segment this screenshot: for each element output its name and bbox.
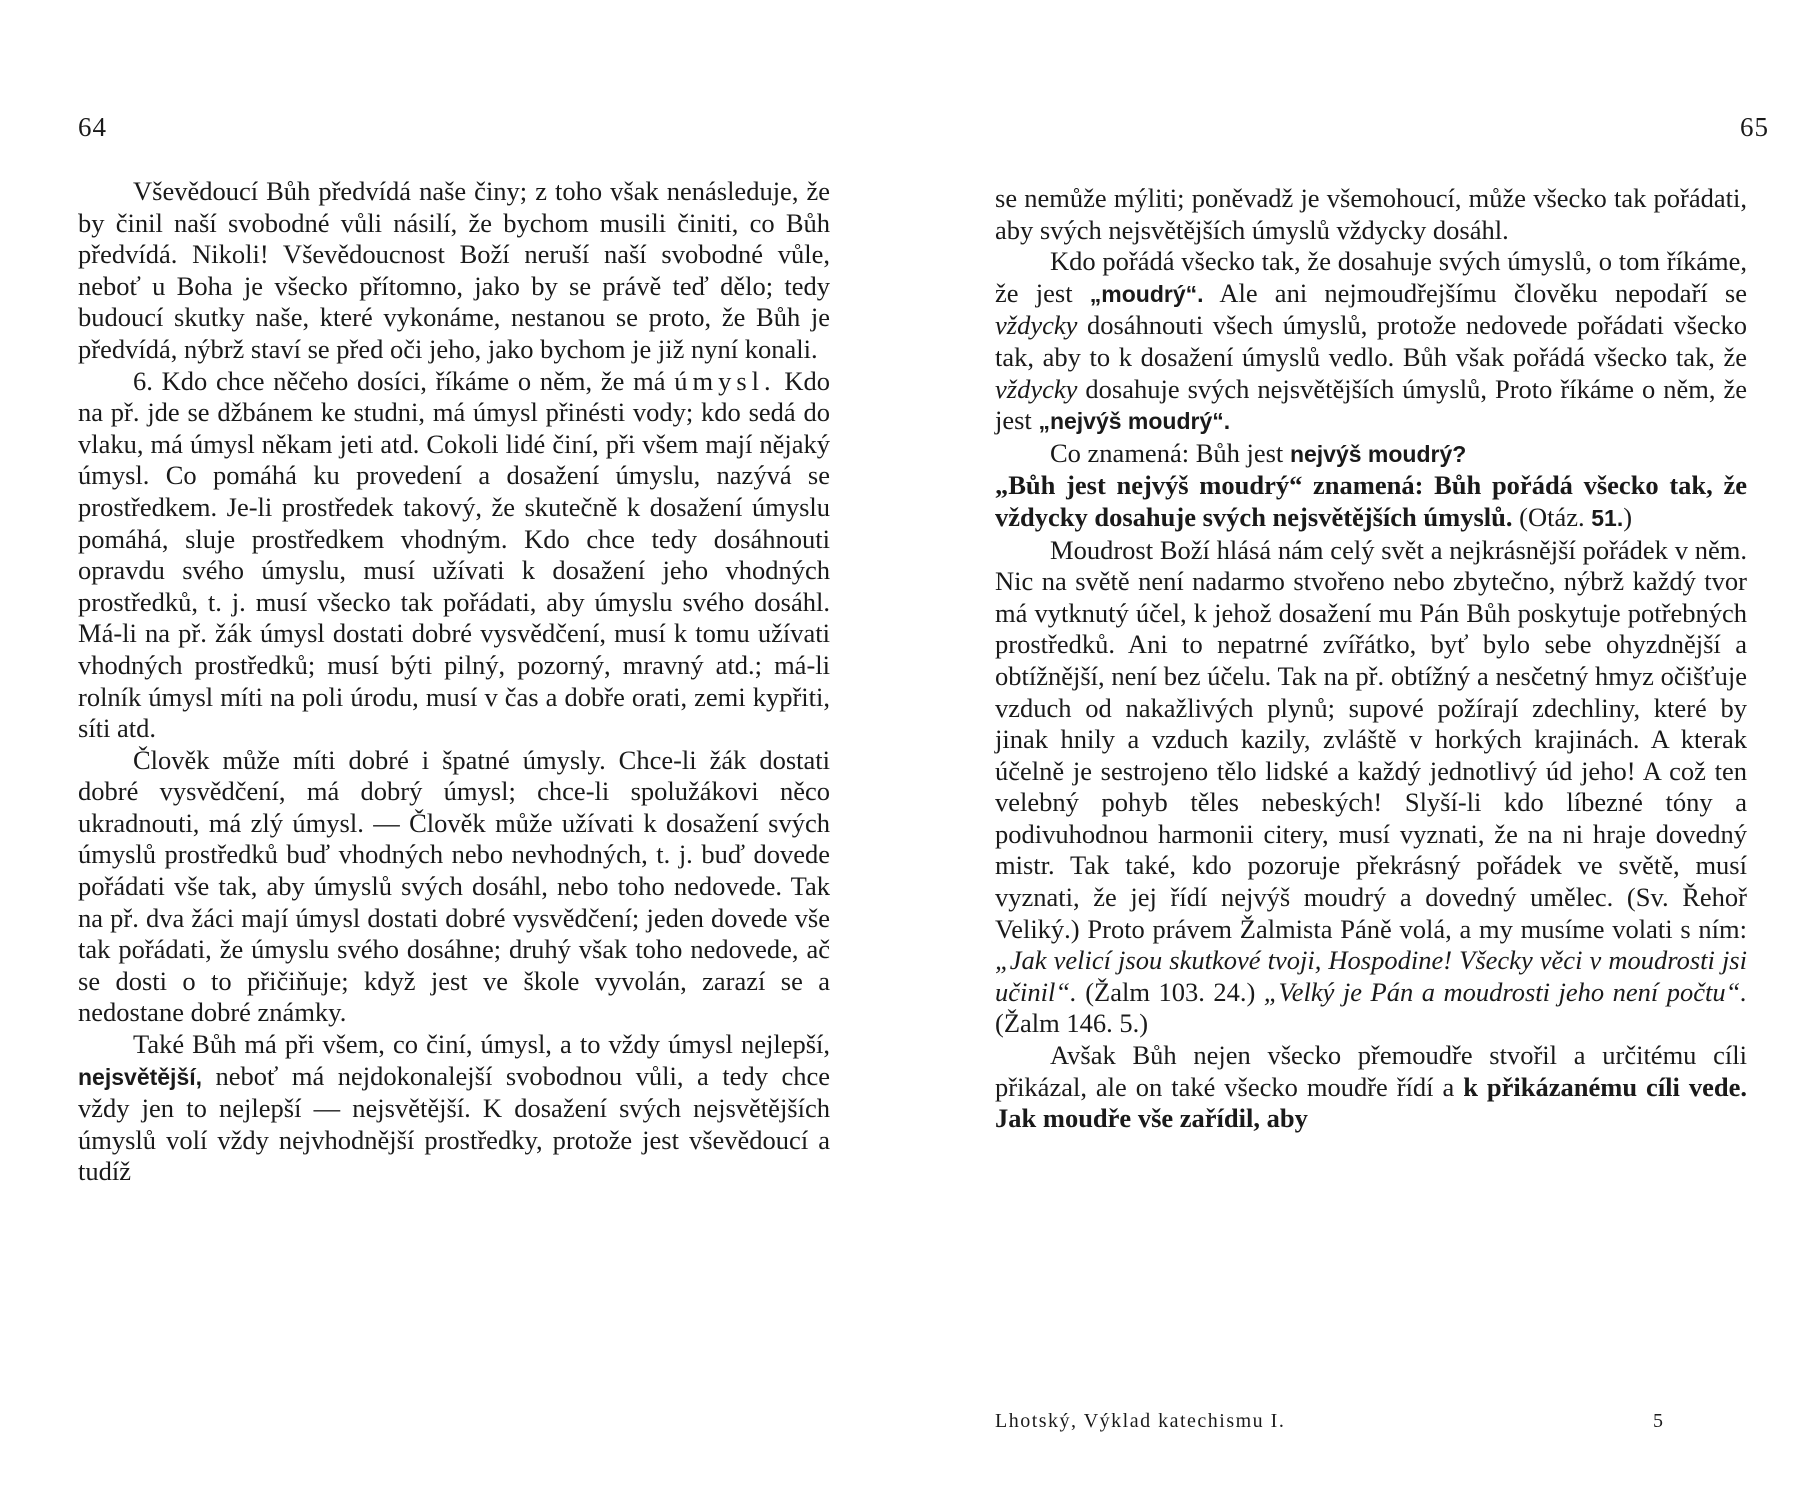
reference-number: 51. bbox=[1591, 504, 1624, 531]
page-number-left: 64 bbox=[78, 112, 107, 142]
text-span: Avšak Bůh nejen všecko přemoudře stvořil a určitému cíli přikázal, ale on také všecko moudře řídí a bbox=[995, 1040, 1747, 1102]
footer-title: Lhotský, Výklad katechismu I. bbox=[995, 1410, 1286, 1432]
paragraph bbox=[78, 1029, 830, 1188]
paragraph: Člověk může míti dobré i špatné úmysly. Chce-li žák dostati dobré vysvědčení, má dobrý úmysl; chce-li spolužákovi něco ukradnouti, má zlý úmysl. — Člověk může užívati k dosažení svých úmyslů prostředků buď vhodných nebo nevhodných, t. j. buď dovede pořádati vše tak, aby úmyslů svých dosáhl, nebo toho nedovede. Tak na př. dva žáci mají úmysl dostati dobré vysvědčení; jeden dovede vše tak pořádati, že úmyslu svého dosáhne; druhý však toho nedovede, ač se dosti o to přičiňuje; když jest ve škole vyvolán, zarazí se a nedostane dobré známky. bbox=[78, 744, 830, 1028]
catechism-question bbox=[995, 438, 1747, 471]
bold-term: nejvýš moudrý? bbox=[1289, 440, 1467, 467]
paragraph bbox=[995, 1040, 1747, 1135]
italic-term: vždycky bbox=[995, 310, 1078, 341]
right-page bbox=[905, 0, 1810, 1501]
text-span: dosáhnouti všech úmyslů, protože nedovede pořádati všecko tak, aby to k dosažení úmyslů vedlo. Bůh však pořádá všecko tak, že bbox=[995, 310, 1747, 372]
psalm-quote: „Jak velicí jsou skutkové tvoji, Hospodine! Všecky věci v moudrosti jsi učinil“. bbox=[995, 945, 1747, 1007]
text-span: (Žalm 103. 24.) bbox=[1085, 976, 1256, 1007]
italic-term: vždycky bbox=[995, 373, 1078, 404]
answer-text: „Bůh jest nejvýš moudrý“ znamená: Bůh pořádá všecko tak, že vždycky dosahuje svých nejsvětějších úmyslů. bbox=[995, 470, 1747, 532]
text-span: Kdo na př. jde se džbánem ke studni, má úmysl přinésti vody; kdo sedá do vlaku, má úmysl někam jeti atd. Cokoli lidé činí, při všem mají nějaký úmysl. Co pomáhá ku provedení a dosažení úmyslu, nazývá se prostředkem. Je-li prostředek takový, že skutečně k dosažení úmyslu pomáhá, sluje prostředkem vhodným. Kdo chce tedy dosáhnouti opravdu svého úmyslu, musí užívati k dosažení jeho vhodných prostředků, t. j. musí všecko tak pořádati, aby úmyslu svého dosáhl. Má-li na př. žák úmysl dostati dobré vysvědčení, musí k tomu užívati vhodných prostředků; musí býti pilný, pozorný, mravný atd.; má-li rolník úmysl míti na poli úrodu, musí v čas a dobře orati, zemi kypřiti, síti atd. bbox=[78, 365, 831, 744]
bold-term: „moudrý“. bbox=[1089, 280, 1204, 307]
text-span: dosahuje svých nejsvětějších úmyslů, Proto říkáme o něm, že jest bbox=[995, 373, 1748, 436]
bold-text: k přikázanému cíli vede. Jak moudře vše zařídil, aby bbox=[995, 1071, 1747, 1134]
sheet-number: 5 bbox=[1653, 1410, 1663, 1432]
text-span: Také Bůh má při všem, co činí, úmysl, a to vždy úmysl nejlepší, bbox=[133, 1029, 830, 1060]
bold-term: „nejvýš moudrý“. bbox=[1038, 408, 1231, 435]
paragraph: se nemůže mýliti; poněvadž je všemohoucí, může všecko tak pořádati, aby svých nejsvětějších úmyslů vždycky dosáhl. bbox=[995, 183, 1747, 245]
page-number-right: 65 bbox=[1740, 112, 1769, 142]
reference-close: ) bbox=[1623, 501, 1633, 532]
text-span: Kdo pořádá všecko tak, že dosahuje svých úmyslů, o tom říkáme, že jest bbox=[995, 246, 1747, 308]
paragraph: Vševědoucí Bůh předvídá naše činy; z toho však nenásleduje, že by činil naší svobodné vůli násilí, že bychom musili činiti, co Bůh předvídá. Nikoli! Vševědoucnost Boží neruší naší svobodné vůle, neboť u Boha je všecko přítomno, jako by se právě teď dělo; tedy budoucí skutky naše, které vykonáme, nestanou se proto, že Bůh je předvídá, nýbrž staví se před oči jeho, jako bychom je již nyní konali. bbox=[78, 176, 830, 364]
text-span: 6. Kdo chce něčeho dosíci, říkáme o něm, že má bbox=[133, 365, 666, 396]
psalm-quote: „Velký je Pán a moudrosti jeho není počtu“. bbox=[1263, 976, 1747, 1007]
paragraph bbox=[995, 535, 1747, 1041]
text-span: Ale ani nejmoudřejšímu člověku nepodaří se bbox=[1219, 277, 1747, 308]
right-page-body bbox=[995, 183, 1747, 1135]
text-span: Co znamená: Bůh jest bbox=[1050, 437, 1284, 468]
text-span: neboť má nejdokonalejší svobodnou vůli, a tedy chce vždy jen to nejlepší — nejsvětější. K dosažení svých nejsvětějších úmyslů volí vždy nejvhodnější prostředky, protože jest vševědoucí a tudíž bbox=[78, 1060, 830, 1187]
catechism-answer bbox=[995, 470, 1747, 534]
bold-term: nejsvětější, bbox=[78, 1063, 203, 1090]
reference: (Otáz. bbox=[1519, 501, 1585, 532]
spaced-term: úmysl. bbox=[674, 365, 776, 396]
text-span: (Žalm 146. 5.) bbox=[995, 1008, 1149, 1039]
left-page-body bbox=[78, 176, 830, 1188]
signature-footer bbox=[995, 1410, 1747, 1433]
text-span: Moudrost Boží hlásá nám celý svět a nejkrásnější pořádek v něm. Nic na světě není nadarmo stvořeno nebo zbytečno, nýbrž každý tvor má vytknutý účel, k jehož dosažení mu Pán Bůh poskytuje potřebných prostředků. Ani to nepatrné zvířátko, byť bylo sebe ohyzdnější a obtížnější, není bez účelu. Tak na př. obtížný a nesčetný hmyz očišťuje vzduch od nakažlivých plynů; supové požírají zdechliny, které by jinak hnily a vzduch kazily, zvláště v horkých krajinách. A kterak účelně je sestrojeno tělo lidské a každý jednotlivý úd jeho! A což ten velebný pohyb těles nebeských! Slyší-li kdo líbezné tóny a podivuhodnou harmonii citery, musí vyznati, že na ni hraje dovedný mistr. Tak také, kdo pozoruje překrásný pořádek ve světě, musí vyznati, že jej řídí nejvýš moudrý a dovedný umělec. (Sv. Řehoř Veliký.) Proto právem Žalmista Páně volá, a my musíme volati s ním: bbox=[995, 534, 1747, 944]
paragraph bbox=[78, 366, 830, 745]
paragraph bbox=[995, 246, 1747, 438]
